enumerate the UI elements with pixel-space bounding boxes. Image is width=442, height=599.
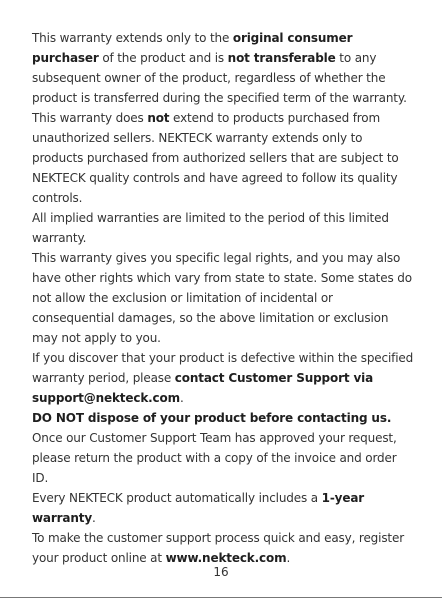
warranty-text-body (32, 28, 416, 568)
text-span: Once our Customer Support Team has approved your request, please return the product with a copy of the invoice and order ID. (32, 431, 397, 485)
bold-text-span: not transferable (227, 51, 336, 65)
bold-text-span: 1-year warranty (32, 491, 365, 525)
text-span: This warranty does (32, 111, 148, 125)
bold-text-span: original consumer purchaser (32, 31, 353, 65)
paragraph-do-not-dispose (32, 408, 416, 428)
paragraph-legal-rights (32, 248, 416, 348)
bold-text-span: www.nekteck.com (165, 551, 287, 565)
text-span: This warranty gives you specific legal rights, and you may also have other rights which vary from state to state. Some states do not allow the exclusion or limitation of incidental or consequential damages, so the above limitation or exclusion may not apply to you. (32, 251, 412, 345)
paragraph-register-online (32, 528, 416, 568)
paragraph-one-year-warranty (32, 488, 416, 528)
paragraph-implied-warranties (32, 208, 416, 248)
text-span: All implied warranties are limited to the period of this limited warranty. (32, 211, 389, 245)
text-span: extend to products purchased from unauthorized sellers. NEKTECK warranty extends only to products purchased from authorized sellers that are subject to NEKTECK quality controls and have agreed to follow its quality controls. (32, 111, 399, 205)
text-span: Every NEKTECK product automatically includes a (32, 491, 322, 505)
paragraph-transferability (32, 28, 416, 108)
bottom-divider (0, 597, 442, 598)
text-span: . (92, 511, 96, 525)
bold-text-span: DO NOT dispose of your product before contacting us. (32, 411, 392, 425)
text-span: . (179, 391, 184, 405)
text-span: If you discover that your product is defective within the specified warranty period, please (32, 351, 414, 385)
paragraph-contact-support (32, 348, 416, 408)
text-span: of the product and is (98, 51, 228, 65)
text-span: to any subsequent owner of the product, regardless of whether the product is transferred during the specified term of the warranty. (32, 51, 407, 105)
text-span: This warranty extends only to the (32, 31, 233, 45)
paragraph-return-instructions (32, 428, 416, 488)
bold-text-span: contact Customer Support via support@nekteck.com (32, 371, 374, 405)
paragraph-authorized-sellers (32, 108, 416, 208)
page-number: 16 (213, 565, 229, 579)
text-span: To make the customer support process quick and easy, register your product online at (32, 531, 405, 565)
bold-text-span: not (147, 111, 170, 125)
text-span: . (286, 551, 291, 565)
